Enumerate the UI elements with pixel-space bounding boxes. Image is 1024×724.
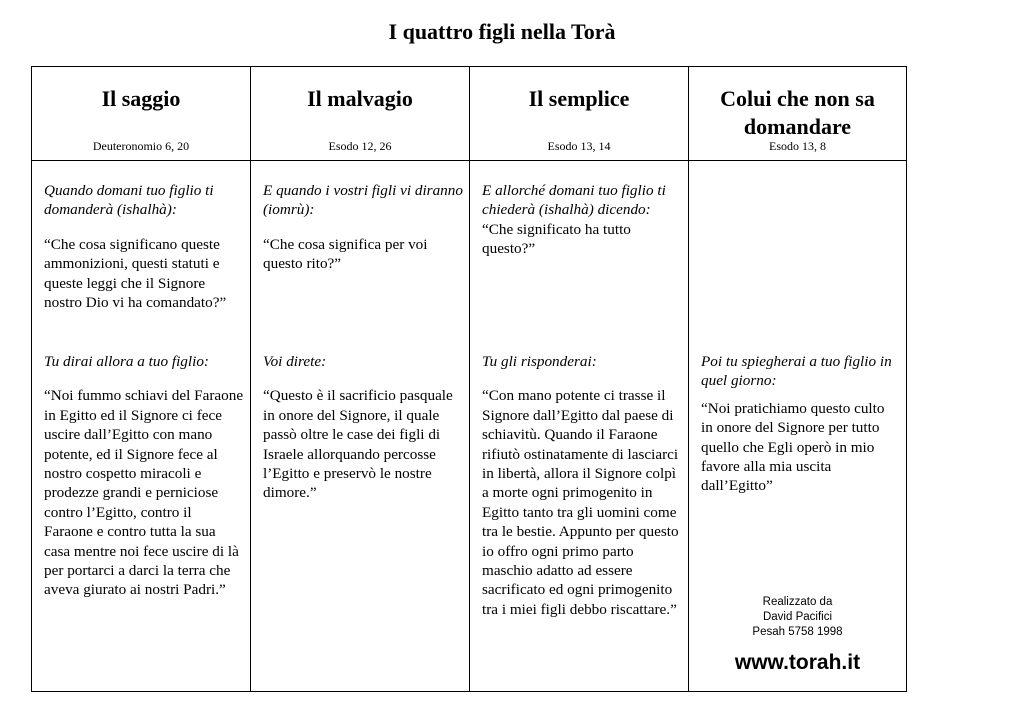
answer-text: “Noi pratichiamo questo culto in onore del Signore per tutto quello che Egli operò in mio favore alla mia uscita dall’Egitto”	[701, 399, 885, 495]
credits-line: Realizzato da	[762, 596, 833, 608]
column-header	[689, 67, 906, 160]
answer-intro: Poi tu spiegherai a tuo figlio in quel giorno:	[701, 353, 892, 390]
question-block	[482, 181, 682, 259]
answer-text: “Questo è il sacrificio pasquale in onore del Signore, il quale passò oltre le case dei figli di Israele allorquando percosse l’Egitto e preservò le nostre dimore.”	[263, 387, 453, 502]
question-block	[44, 181, 244, 312]
answer-text: “Noi fummo schiavi del Faraone in Egitto ed il Signore ci fece uscire dall’Egitto con mano potente, ed il Signore fece al nostro cospetto miracoli e prodezze grandi e perniciose contro l’Egitto, contro il Faraone e contro tutta la sua casa mentre noi fece uscire di là per portarci a darci la terra che aveva giurato ai nostri Padri.”	[44, 387, 244, 599]
column-header	[32, 67, 250, 160]
column-malvagio	[251, 67, 469, 691]
column-reference: Esodo 13, 14	[547, 139, 611, 153]
column-heading: Colui che non sa domandare	[720, 86, 875, 139]
question-text: “Che significato ha tutto questo?”	[482, 220, 631, 258]
answer-block	[701, 352, 900, 496]
column-semplice	[470, 67, 688, 691]
question-intro: Quando domani tuo figlio ti domanderà (ishalhà):	[44, 182, 214, 219]
column-saggio	[32, 67, 250, 691]
answer-block	[263, 352, 463, 503]
answer-intro: Tu gli risponderai:	[482, 353, 597, 370]
page-title: I quattro figli nella Torà	[388, 19, 616, 44]
column-non-sa-domandare	[689, 67, 906, 691]
credits-author: David Pacifici	[762, 611, 833, 623]
column-reference: Deuteronomio 6, 20	[92, 139, 190, 153]
answer-block	[44, 352, 244, 600]
credits-date: Pesah 5758 1998	[752, 626, 843, 638]
website-link[interactable]: www.torah.it	[734, 651, 861, 674]
question-text: “Che cosa significa per voi questo rito?”	[263, 235, 428, 273]
question-block	[263, 181, 463, 274]
answer-intro: Tu dirai allora a tuo figlio:	[44, 353, 209, 370]
column-header	[470, 67, 688, 160]
column-heading: Il saggio	[101, 86, 181, 111]
answer-text: “Con mano potente ci trasse il Signore dall’Egitto dal paese di schiavitù. Quando il Faraone rifiutò ostinatamente di lasciarci in libertà, allora il Signore colpì a morte ogni primogenito in Egitto tanto tra gli uomini come tra le bestie. Appunto per questo io offro ogni primo parto maschio adatto ad essere sacrificato ed ogni primogenito tra i miei figli debbo riscattare.”	[482, 387, 679, 618]
credits	[689, 595, 906, 640]
four-sons-table	[31, 66, 907, 692]
column-heading: Il semplice	[528, 86, 630, 111]
question-intro: E quando i vostri figli vi diranno (iomrù):	[263, 182, 463, 219]
answer-block	[482, 352, 682, 619]
column-header	[251, 67, 469, 160]
answer-intro: Voi direte:	[263, 353, 327, 370]
column-reference: Esodo 13, 8	[769, 139, 826, 153]
question-intro: E allorché domani tuo figlio ti chiederà (ishalhà) dicendo:	[482, 182, 666, 219]
question-text: “Che cosa significano queste ammonizioni, questi statuti e queste leggi che il Signore nostro Dio vi ha comandato?”	[44, 235, 227, 312]
column-reference: Esodo 12, 26	[328, 139, 392, 153]
column-heading: Il malvagio	[307, 86, 413, 111]
